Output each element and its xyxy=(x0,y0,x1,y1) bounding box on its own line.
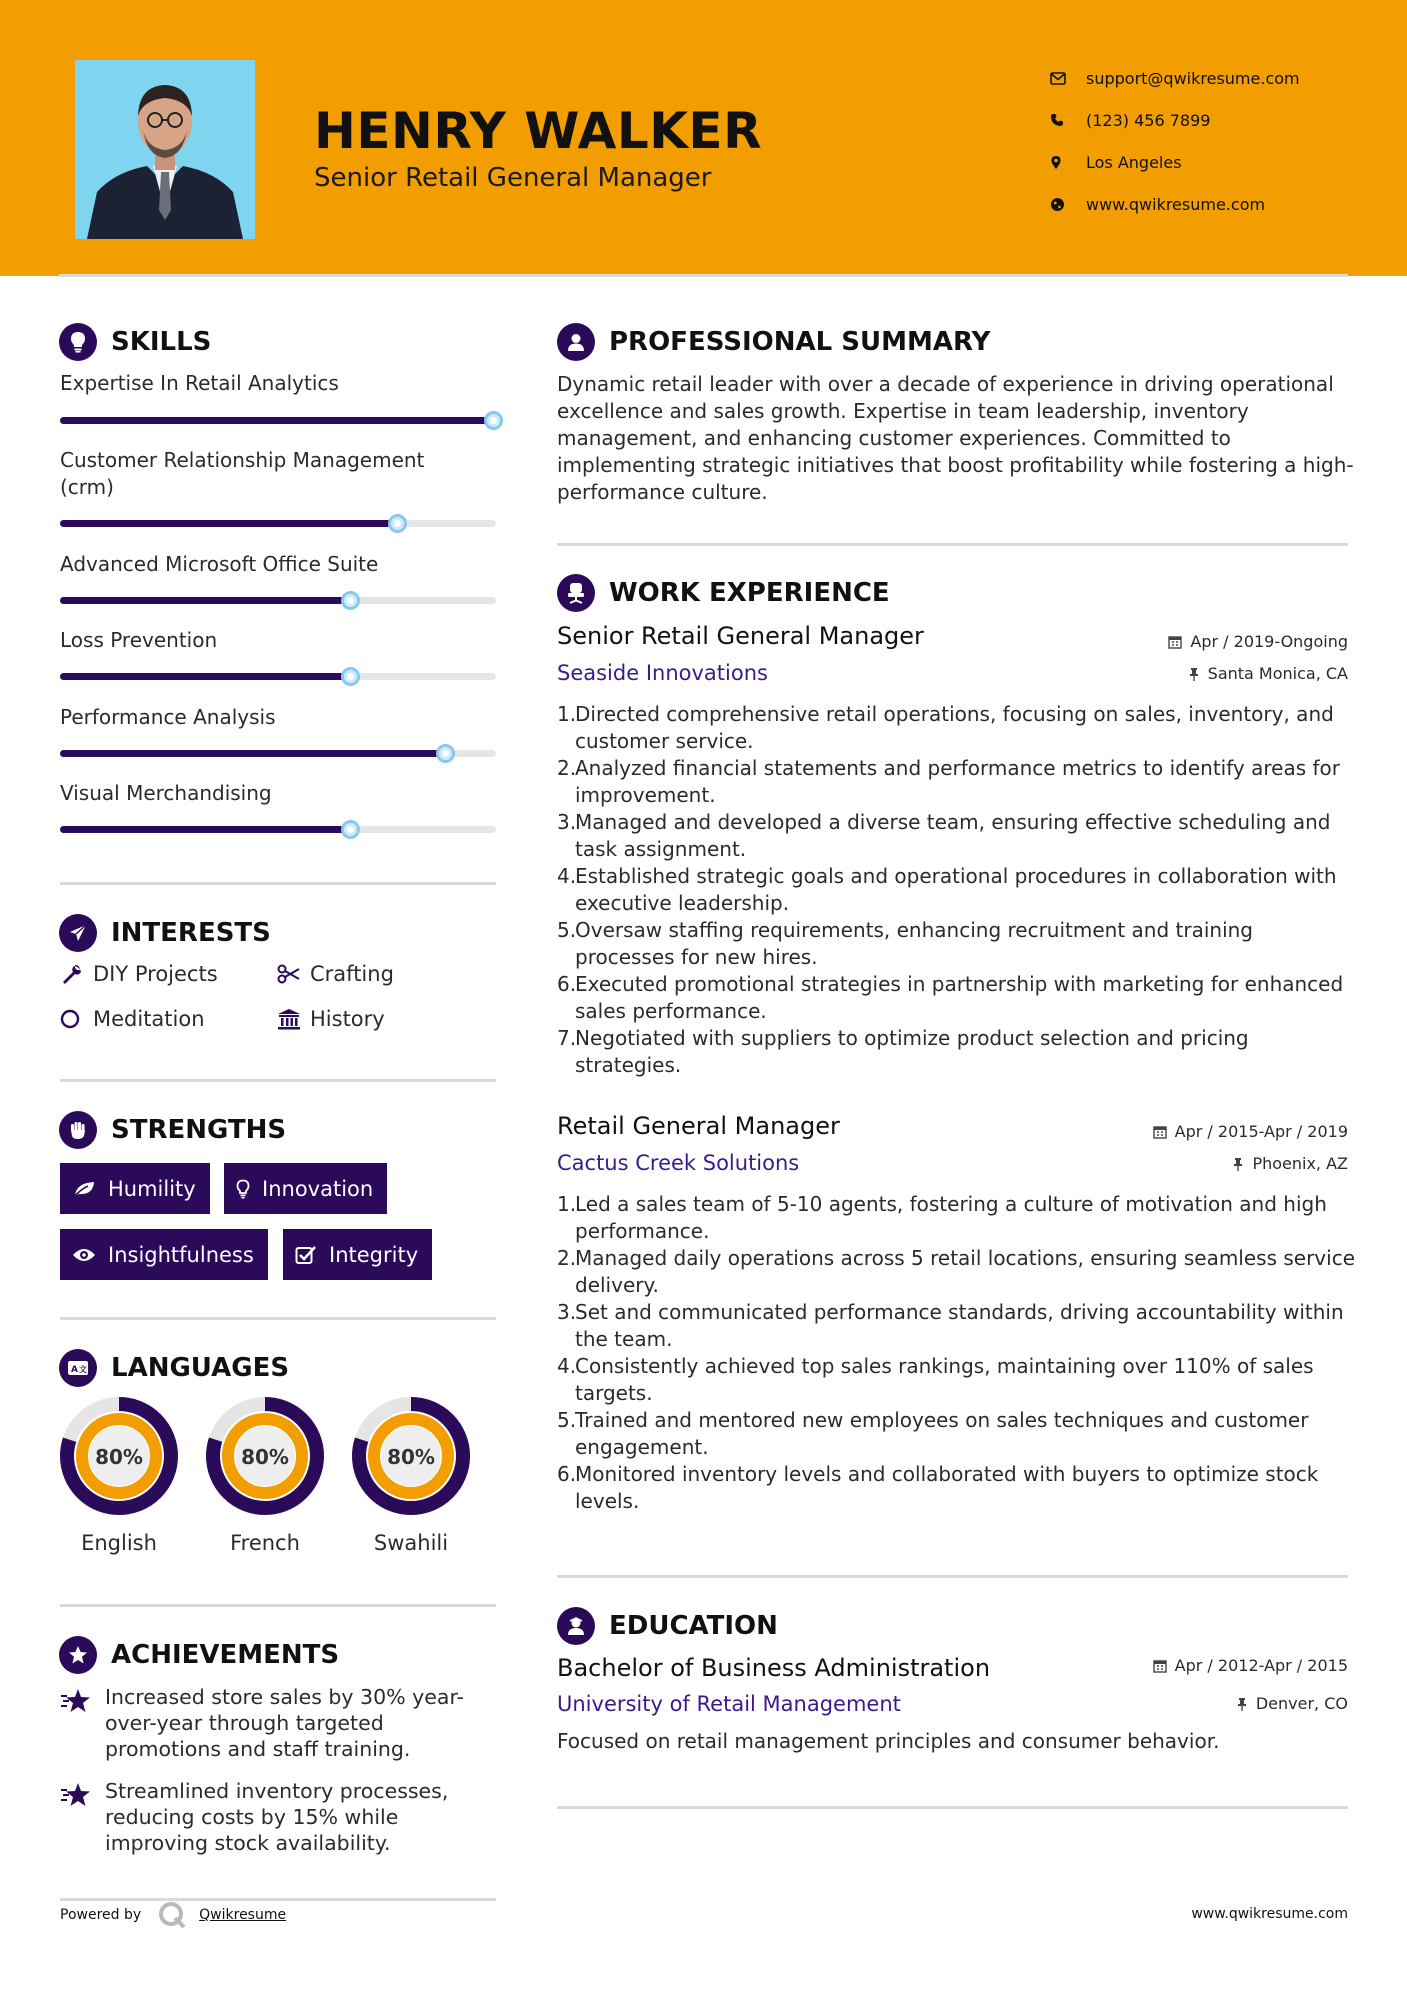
skill-label: Visual Merchandising xyxy=(60,781,272,805)
skill-bar-knob xyxy=(341,667,360,686)
list-item: 5. Oversaw staffing requirements, enhancing recruitment and training processes for new hires. xyxy=(557,918,1253,969)
user-icon xyxy=(557,323,595,361)
section-divider xyxy=(557,1806,1348,1809)
profile-photo xyxy=(75,60,255,239)
list-item: 1. Directed comprehensive retail operations, focusing on sales, inventory, and customer service. xyxy=(557,702,1334,753)
interest-item: History xyxy=(277,1007,385,1031)
lightbulb-icon xyxy=(236,1179,250,1199)
skill-label: Expertise In Retail Analytics xyxy=(60,371,339,395)
job-dates: Apr / 2019-Ongoing xyxy=(1168,632,1348,651)
education-school: University of Retail Management xyxy=(557,1692,901,1716)
candidate-name: HENRY WALKER xyxy=(314,102,763,160)
language-percent: 80% xyxy=(95,1445,143,1469)
list-item: 4. Consistently achieved top sales rankings, maintaining over 110% of sales targets. xyxy=(557,1354,1314,1405)
strength-tag: Innovation xyxy=(224,1163,387,1214)
languages-heading: A 文 LANGUAGES xyxy=(59,1349,289,1387)
qwikresume-link[interactable]: Qwikresume xyxy=(199,1907,287,1923)
skill-label: Customer Relationship Management (crm) xyxy=(60,448,425,499)
language-percent: 80% xyxy=(241,1445,289,1469)
summary-heading: PROFESSIONAL SUMMARY xyxy=(557,323,990,361)
contact-list xyxy=(1050,57,1300,225)
skill-label: Performance Analysis xyxy=(60,705,276,729)
job-company: Seaside Innovations xyxy=(557,661,768,685)
candidate-title: Senior Retail General Manager xyxy=(314,163,712,193)
calendar-icon xyxy=(1153,1125,1167,1139)
language-gauge xyxy=(205,1396,325,1520)
skill-bar-fill xyxy=(60,673,350,680)
leaf-icon xyxy=(72,1180,96,1198)
interest-item: Crafting xyxy=(277,962,394,986)
globe-icon xyxy=(1050,197,1086,212)
strength-tag: Humility xyxy=(60,1163,210,1214)
list-item: 5. Trained and mentored new employees on sales techniques and customer engagement. xyxy=(557,1408,1309,1459)
list-item: 2. Managed daily operations across 5 retail locations, ensuring seamless service delivery. xyxy=(557,1246,1355,1297)
interest-item: Meditation xyxy=(60,1007,205,1031)
header-divider xyxy=(59,274,1348,277)
pushpin-icon xyxy=(1188,667,1200,681)
skill-bar-fill xyxy=(60,826,350,833)
skill-bar xyxy=(60,673,496,680)
qwikresume-logo-icon xyxy=(157,1900,187,1930)
skill-bar-fill xyxy=(60,520,397,527)
paper-plane-icon xyxy=(59,914,97,952)
skill-bar-fill xyxy=(60,597,350,604)
star-icon xyxy=(60,1684,105,1762)
list-item: 3. Set and communicated performance standards, driving accountability within the team. xyxy=(557,1300,1344,1351)
language-icon xyxy=(59,1349,97,1387)
section-divider xyxy=(557,1575,1348,1578)
education-description: Focused on retail management principles and consumer behavior. xyxy=(557,1729,1220,1753)
job-title: Senior Retail General Manager xyxy=(557,622,924,650)
pushpin-icon xyxy=(1232,1157,1244,1171)
strength-tag: Integrity xyxy=(283,1229,432,1280)
language-gauge xyxy=(351,1396,471,1520)
section-divider xyxy=(60,882,496,885)
skills-heading: SKILLS xyxy=(59,323,211,361)
list-item: 1. Led a sales team of 5-10 agents, fostering a culture of motivation and high performance. xyxy=(557,1192,1327,1243)
language-gauge xyxy=(59,1396,179,1520)
language-name: Swahili xyxy=(373,1531,449,1555)
lightbulb-icon xyxy=(59,323,97,361)
skill-bar-fill xyxy=(60,750,445,757)
achievements-heading: ACHIEVEMENTS xyxy=(59,1636,339,1674)
achievement-item: Increased store sales by 30% year-over-year through targeted promotions and staff training. xyxy=(60,1684,505,1762)
svg-text:A: A xyxy=(71,1365,78,1375)
skill-bar xyxy=(60,417,496,424)
education-dates: Apr / 2012-Apr / 2015 xyxy=(1153,1656,1348,1675)
check-square-icon xyxy=(295,1245,317,1265)
scissors-icon xyxy=(277,964,310,984)
map-pin-icon xyxy=(1050,155,1086,170)
strengths-heading: STRENGTHS xyxy=(59,1111,286,1149)
contact-website[interactable]: www.qwikresume.com xyxy=(1050,183,1300,225)
list-item: 6. Executed promotional strategies in partnership with marketing for enhanced sales performance. xyxy=(557,972,1344,1023)
job-dates: Apr / 2015-Apr / 2019 xyxy=(1153,1122,1348,1141)
phone-icon xyxy=(1050,113,1086,127)
resume-header xyxy=(0,0,1407,276)
skill-bar-knob xyxy=(436,744,455,763)
job-location: Phoenix, AZ xyxy=(1232,1154,1348,1173)
calendar-icon xyxy=(1153,1659,1167,1673)
education-degree: Bachelor of Business Administration xyxy=(557,1654,991,1682)
experience-heading: WORK EXPERIENCE xyxy=(557,574,890,612)
job-company: Cactus Creek Solutions xyxy=(557,1151,800,1175)
eye-icon xyxy=(72,1247,96,1263)
footer-powered-by: Powered by Qwikresume xyxy=(60,1900,286,1930)
section-divider xyxy=(60,1317,496,1320)
list-item: 7. Negotiated with suppliers to optimize product selection and pricing strategies. xyxy=(557,1026,1249,1077)
calendar-icon xyxy=(1168,635,1182,649)
skill-bar-fill xyxy=(60,417,493,424)
education-location: Denver, CO xyxy=(1236,1694,1348,1713)
skill-label: Advanced Microsoft Office Suite xyxy=(60,552,379,576)
achievement-item: Streamlined inventory processes, reducing costs by 15% while improving stock availability. xyxy=(60,1778,505,1856)
section-divider xyxy=(60,1079,496,1082)
skill-label: Loss Prevention xyxy=(60,628,218,652)
footer-website-link[interactable]: www.qwikresume.com xyxy=(1191,1906,1348,1922)
interests-heading: INTERESTS xyxy=(59,914,271,952)
interest-item: DIY Projects xyxy=(60,962,218,986)
skill-bar xyxy=(60,520,496,527)
list-item: 3. Managed and developed a diverse team, ensuring effective scheduling and task assignment. xyxy=(557,810,1331,861)
job-title: Retail General Manager xyxy=(557,1112,840,1140)
job-location: Santa Monica, CA xyxy=(1188,664,1348,683)
job-bullets xyxy=(557,1191,1357,1515)
wrench-icon xyxy=(60,963,93,985)
star-icon xyxy=(60,1778,105,1856)
strength-tag: Insightfulness xyxy=(60,1229,268,1280)
chair-icon xyxy=(557,574,595,612)
contact-email[interactable]: support@qwikresume.com xyxy=(1050,57,1300,99)
list-item: 4. Established strategic goals and operational procedures in collaboration with executive leadership. xyxy=(557,864,1337,915)
skill-bar-knob xyxy=(484,411,503,430)
skill-bar-knob xyxy=(388,514,407,533)
fist-icon xyxy=(59,1111,97,1149)
star-badge-icon xyxy=(59,1636,97,1674)
skill-bar xyxy=(60,597,496,604)
graduate-icon xyxy=(557,1607,595,1645)
envelope-icon xyxy=(1050,72,1086,85)
list-item: 6. Monitored inventory levels and collaborated with buyers to optimize stock levels. xyxy=(557,1462,1319,1513)
contact-phone[interactable]: (123) 456 7899 xyxy=(1050,99,1300,141)
skill-bar xyxy=(60,750,496,757)
section-divider xyxy=(60,1604,496,1607)
svg-text:文: 文 xyxy=(79,1365,87,1374)
skill-bar-knob xyxy=(341,591,360,610)
section-divider xyxy=(557,543,1348,546)
language-name: English xyxy=(81,1531,157,1555)
education-heading: EDUCATION xyxy=(557,1607,778,1645)
list-item: 2. Analyzed financial statements and performance metrics to identify areas for improvement. xyxy=(557,756,1340,807)
contact-location: Los Angeles xyxy=(1050,141,1300,183)
circle-icon xyxy=(60,1009,93,1029)
summary-text: Dynamic retail leader with over a decade of experience in driving operational excellence and sales growth. Expertise in team leadership, inventory management, and enhancing customer experiences. Committed to implementing strategic initiatives that boost profitability while fostering a high-performance culture. xyxy=(557,372,1354,504)
pushpin-icon xyxy=(1236,1697,1248,1711)
skill-bar-knob xyxy=(341,820,360,839)
job-bullets xyxy=(557,701,1357,1079)
skill-bar xyxy=(60,826,496,833)
bank-icon xyxy=(277,1008,310,1030)
language-name: French xyxy=(230,1531,300,1555)
language-percent: 80% xyxy=(387,1445,435,1469)
